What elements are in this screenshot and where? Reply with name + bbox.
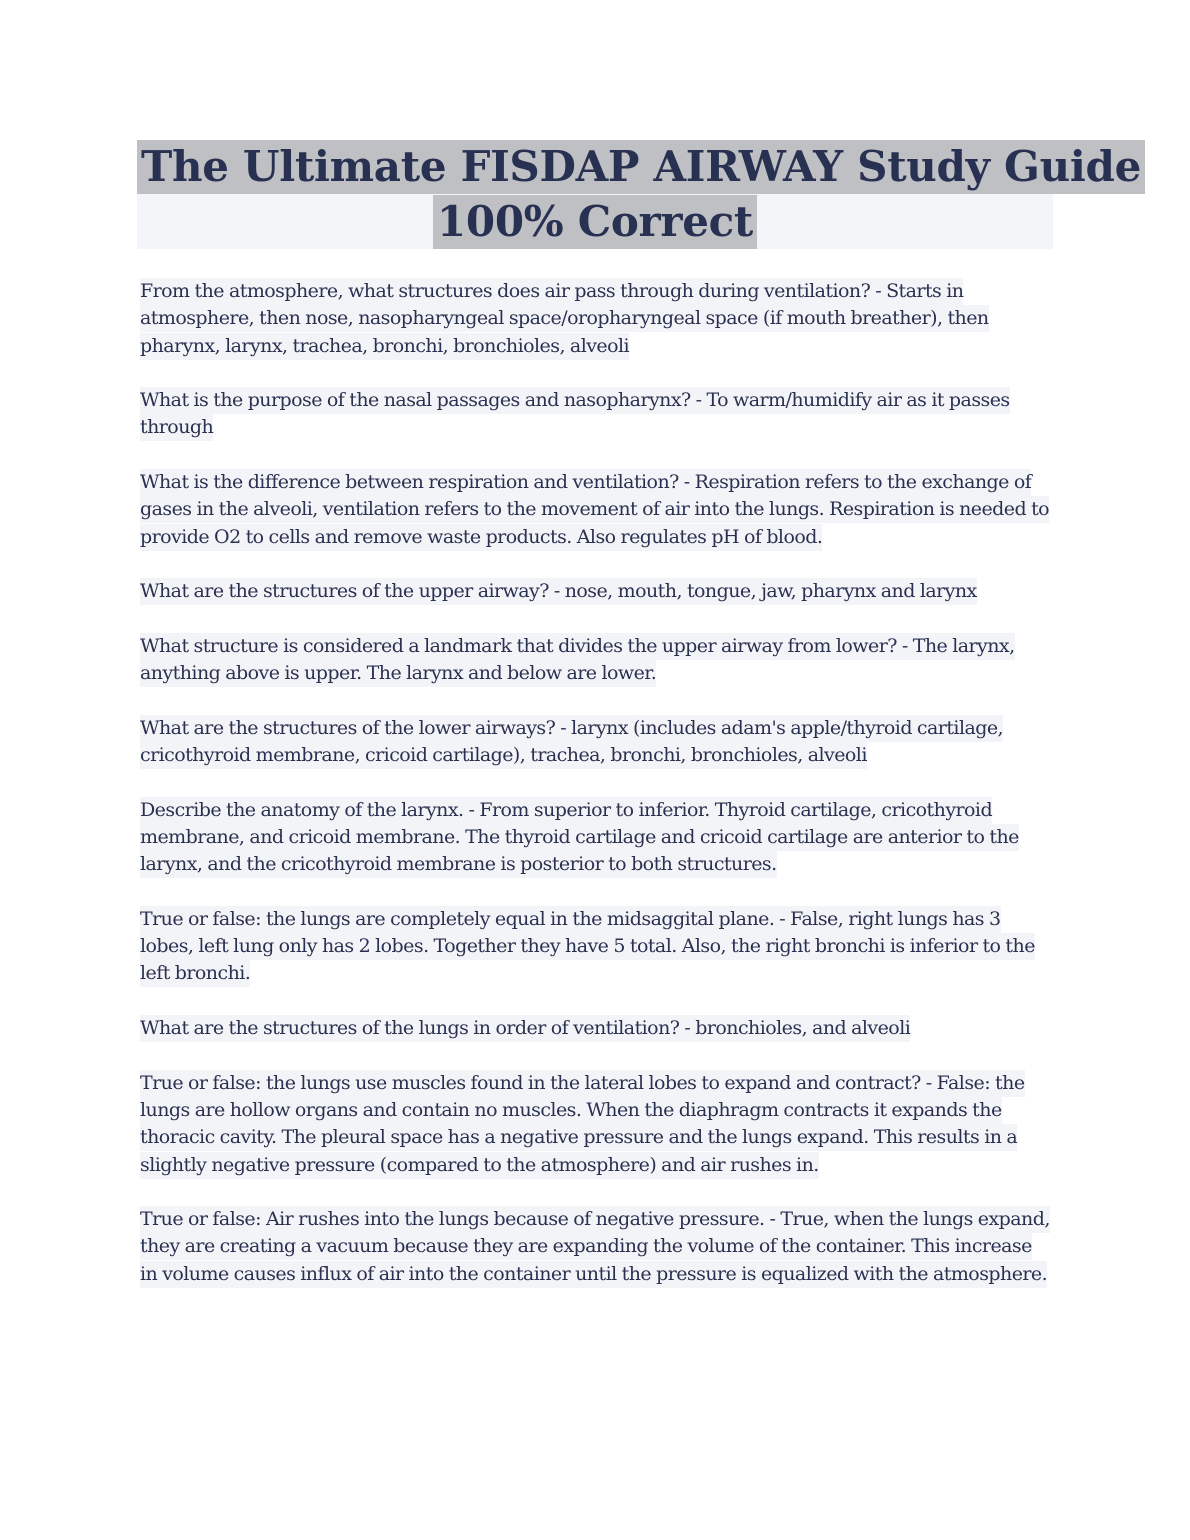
qa-text: What is the difference between respiration and ventilation? - Respiration refers to the exchange of gases in the alveoli, ventilation refers to the movement of air into the lungs. Respiration is needed to provide O2 to cells and remove waste products. Also regulates pH of blood.	[140, 469, 1049, 551]
qa-item	[140, 633, 1052, 688]
qa-text: What is the purpose of the nasal passages and nasopharynx? - To warm/humidify air as it passes through	[140, 387, 1010, 441]
title-line-2: 100% Correct	[433, 195, 757, 249]
title-line-1: The Ultimate FISDAP AIRWAY Study Guide	[137, 140, 1145, 194]
qa-text: Describe the anatomy of the larynx. - From superior to inferior. Thyroid cartilage, cricothyroid membrane, and cricoid membrane. The thyroid cartilage and cricoid cartilage are anterior to the larynx, and the cricothyroid membrane is posterior to both structures.	[140, 797, 1019, 879]
document-title	[137, 140, 1141, 249]
qa-item	[140, 1070, 1052, 1179]
qa-item	[140, 278, 1052, 360]
qa-item	[140, 1015, 1052, 1042]
qa-item	[140, 906, 1052, 988]
qa-list	[140, 278, 1052, 1315]
qa-item	[140, 578, 1052, 605]
qa-text: True or false: Air rushes into the lungs because of negative pressure. - True, when the lungs expand, they are creating a vacuum because they are expanding the volume of the container. This increase in volume causes influx of air into the container until the pressure is equalized with the atmosphere.	[140, 1206, 1050, 1288]
qa-item	[140, 797, 1052, 879]
qa-item	[140, 1206, 1052, 1288]
qa-text: What structure is considered a landmark that divides the upper airway from lower? - The larynx, anything above is upper. The larynx and below are lower.	[140, 633, 1015, 687]
qa-text: What are the structures of the lower airways? - larynx (includes adam's apple/thyroid cartilage, cricothyroid membrane, cricoid cartilage), trachea, bronchi, bronchioles, alveoli	[140, 715, 1003, 769]
qa-text: What are the structures of the upper airway? - nose, mouth, tongue, jaw, pharynx and larynx	[140, 578, 977, 605]
qa-text: From the atmosphere, what structures does air pass through during ventilation? - Starts in atmosphere, then nose, nasopharyngeal space/oropharyngeal space (if mouth breather), then pharynx, larynx, trachea, bronchi, bronchioles, alveoli	[140, 278, 989, 360]
qa-item	[140, 387, 1052, 442]
qa-text: True or false: the lungs use muscles found in the lateral lobes to expand and contract? - False: the lungs are hollow organs and contain no muscles. When the diaphragm contracts it expands the thoracic cavity. The pleural space has a negative pressure and the lungs expand. This results in a slightly negative pressure (compared to the atmosphere) and air rushes in.	[140, 1070, 1025, 1179]
qa-text: True or false: the lungs are completely equal in the midsaggital plane. - False, right lungs has 3 lobes, left lung only has 2 lobes. Together they have 5 total. Also, the right bronchi is inferior to the left bronchi.	[140, 906, 1035, 988]
qa-item	[140, 469, 1052, 551]
qa-item	[140, 715, 1052, 770]
qa-text: What are the structures of the lungs in order of ventilation? - bronchioles, and alveoli	[140, 1015, 910, 1042]
